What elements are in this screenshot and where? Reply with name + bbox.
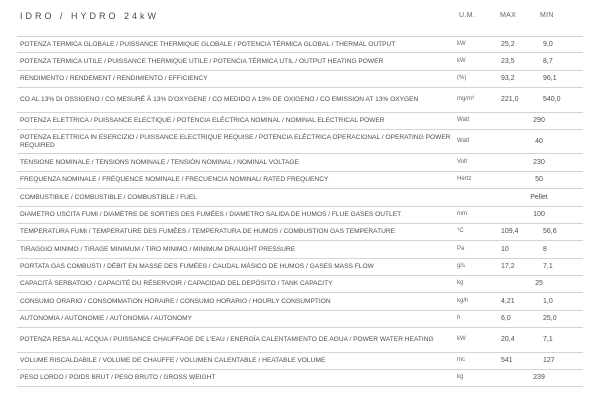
row-max-value: 4,21 (501, 297, 515, 305)
row-max-value: 25,2 (501, 40, 515, 48)
row-unit: Volt (457, 158, 468, 165)
row-unit: kW (457, 57, 466, 64)
table-row (17, 224, 583, 241)
table-row (17, 353, 583, 370)
table-row (17, 241, 583, 258)
row-value: Pellet (530, 193, 548, 201)
row-min-value: 56,6 (543, 228, 557, 236)
row-value: 25 (535, 280, 543, 288)
table-row (17, 370, 583, 387)
row-label: PORTATA GAS COMBUSTI / DÉBIT EN MASSE DES FUMÉES / CAUDAL MÁSICO DE HUMOS / GASES MASS FLOW (20, 263, 374, 271)
row-min-value: 25,0 (543, 315, 557, 323)
row-label: AUTONOMIA / AUTONOMIE / AUTONOMIA / AUTONOMY (20, 315, 193, 323)
row-label: POTENZA TERMICA GLOBALE / PUISSANCE THERMIQUE GLOBALE / POTENCIA TÉRMICA GLOBAL / THERMAL OUTPUT (20, 40, 396, 48)
table-row (17, 71, 583, 88)
row-min-value: 1,0 (543, 297, 553, 305)
row-min-value: 127 (543, 357, 555, 365)
row-unit: Hertz (457, 176, 472, 183)
row-max-value: 109,4 (501, 228, 519, 236)
spec-table (17, 36, 583, 387)
table-row (17, 276, 583, 293)
row-min-value: 8,7 (543, 57, 553, 65)
row-max-value: 6,0 (501, 315, 511, 323)
table-row (17, 53, 583, 70)
row-min-value: 7,1 (543, 336, 553, 344)
row-label: FREQUENZA NOMINALE / FRÉQUENCE NOMINALE / FRECUENCIA NOMINAL/ RATED FREQUENCY (20, 176, 329, 184)
page-title: IDRO / HYDRO 24kW (20, 11, 160, 21)
row-max-value: 221,0 (501, 96, 519, 104)
row-unit: kW (457, 336, 466, 343)
unit-column-header: U.M. (459, 12, 475, 19)
row-unit: mg/m³ (457, 96, 474, 103)
row-label: RENDIMENTO / RENDEMENT / RENDIMIENTO / EFFICIENCY (20, 75, 208, 83)
row-unit: kg (457, 374, 464, 381)
row-unit: mc (457, 357, 465, 364)
row-label: POTENZA ELETTRICA IN ESERCIZIO / PUISSANCE ELECTRIQUE REQUISE / POTENCIA ELÉCTRICA OPERACIONAL / OPERATING POWER REQUIRED (20, 134, 451, 149)
row-max-value: 17,2 (501, 263, 515, 271)
row-unit: °C (457, 228, 464, 235)
table-row (17, 207, 583, 224)
table-row (17, 328, 583, 352)
row-label: TIRAGGIO MINIMO / TIRAGE MINIMUM / TIRO MINIMO / MINIMUM DRAUGHT PRESSURE (20, 245, 296, 253)
row-min-value: 8 (543, 245, 547, 253)
row-label: TENSIONE NOMINALE / TENSIONS NOMINALE / TENSIÓN NOMINAL / NOMINAL VOLTAGE (20, 158, 299, 166)
max-column-header: MAX (500, 12, 517, 19)
row-max-value: 93,2 (501, 75, 515, 83)
row-value: 239 (533, 374, 545, 382)
row-unit: kW (457, 40, 466, 47)
row-unit: kg (457, 280, 464, 287)
table-row (17, 113, 583, 130)
row-unit: Watt (457, 116, 470, 123)
table-row (17, 130, 583, 154)
row-label: POTENZA TERMICA UTILE / PUISSANCE THERMIQUE UTILE / POTENCIA TÉRMICA UTIL / OUTPUT HEATING POWER (20, 57, 384, 65)
table-row (17, 293, 583, 310)
row-unit: Watt (457, 137, 470, 144)
row-value: 50 (535, 176, 543, 184)
row-max-value: 541 (501, 357, 513, 365)
row-min-value: 9,0 (543, 40, 553, 48)
row-unit: kg/h (457, 297, 469, 304)
row-unit: Pa (457, 245, 465, 252)
row-unit: (%) (457, 75, 467, 82)
min-column-header: MIN (540, 12, 554, 19)
row-value: 290 (533, 116, 545, 124)
row-label: CAPACITÀ SERBATOIO / CAPACITÉ DU RÉSERVOIR / CAPACIDAD DEL DEPÓSITO / TANK CAPACITY (20, 280, 333, 288)
row-min-value: 540,0 (543, 96, 561, 104)
row-value: 100 (533, 210, 545, 218)
row-min-value: 7,1 (543, 263, 553, 271)
row-label: COMBUSTIBILE / COMBUSTIBLE / COMBUSTIBLE / FUEL (20, 193, 197, 201)
row-unit: g/s (457, 263, 466, 270)
table-row (17, 172, 583, 189)
row-label: CONSUMO ORARIO / CONSOMMATION HORAIRE / CONSUMO HORARIO / HOURLY CONSUMPTION (20, 297, 331, 305)
row-unit: h (457, 315, 461, 322)
row-max-value: 20,4 (501, 336, 515, 344)
table-row (17, 88, 583, 112)
row-label: DIAMETRO USCITA FUMI / DIAMÈTRE DE SORTIES DES FUMÉES / DIAMETRO SALIDA DE HUMOS / FLUE GASES OUTLET (20, 210, 402, 218)
row-max-value: 23,5 (501, 57, 515, 65)
row-label: POTENZA ELETTRICA / PUISSANCE ELECTIQUE / POTENCIA ELÉCTRICA NOMINAL / NOMINAL ELECTRICAL POWER (20, 116, 385, 124)
table-row (17, 154, 583, 171)
table-row (17, 311, 583, 328)
table-row (17, 189, 583, 206)
row-value: 40 (535, 137, 543, 145)
row-label: TEMPERATURA FUMI / TEMPERATURE DES FUMÉES / TEMPERATURA DE HUMOS / COMBUSTION GAS TEMPERATURE (20, 228, 396, 236)
row-label: PESO LORDO / POIDS BRUT / PESO BRUTO / GROSS WEIGHT (20, 374, 216, 382)
row-label: POTENZA RESA ALL'ACQUA / PUISSANCE CHAUFFAGE DE L'EAU / ENERGÍA CALENTAMIENTO DE AGUA / POWER WATER HEATING (20, 336, 434, 344)
row-unit: mm (457, 210, 467, 217)
row-value: 230 (533, 158, 545, 166)
table-row (17, 36, 583, 53)
row-label: CO AL 13% DI OSSIGENO / CO MESURÉ À 13% D'OXYGENE / CO MEDIDO A 13% DE OXIGENO / CO EMISSION AT 13% OXYGEN (20, 96, 419, 104)
row-max-value: 10 (501, 245, 509, 253)
table-row (17, 259, 583, 276)
row-label: VOLUME RISCALDABILE / VOLUME DE CHAUFFE / VOLUMEN CALENTABLE / HEATABLE VOLUME (20, 357, 326, 365)
row-min-value: 96,1 (543, 75, 557, 83)
